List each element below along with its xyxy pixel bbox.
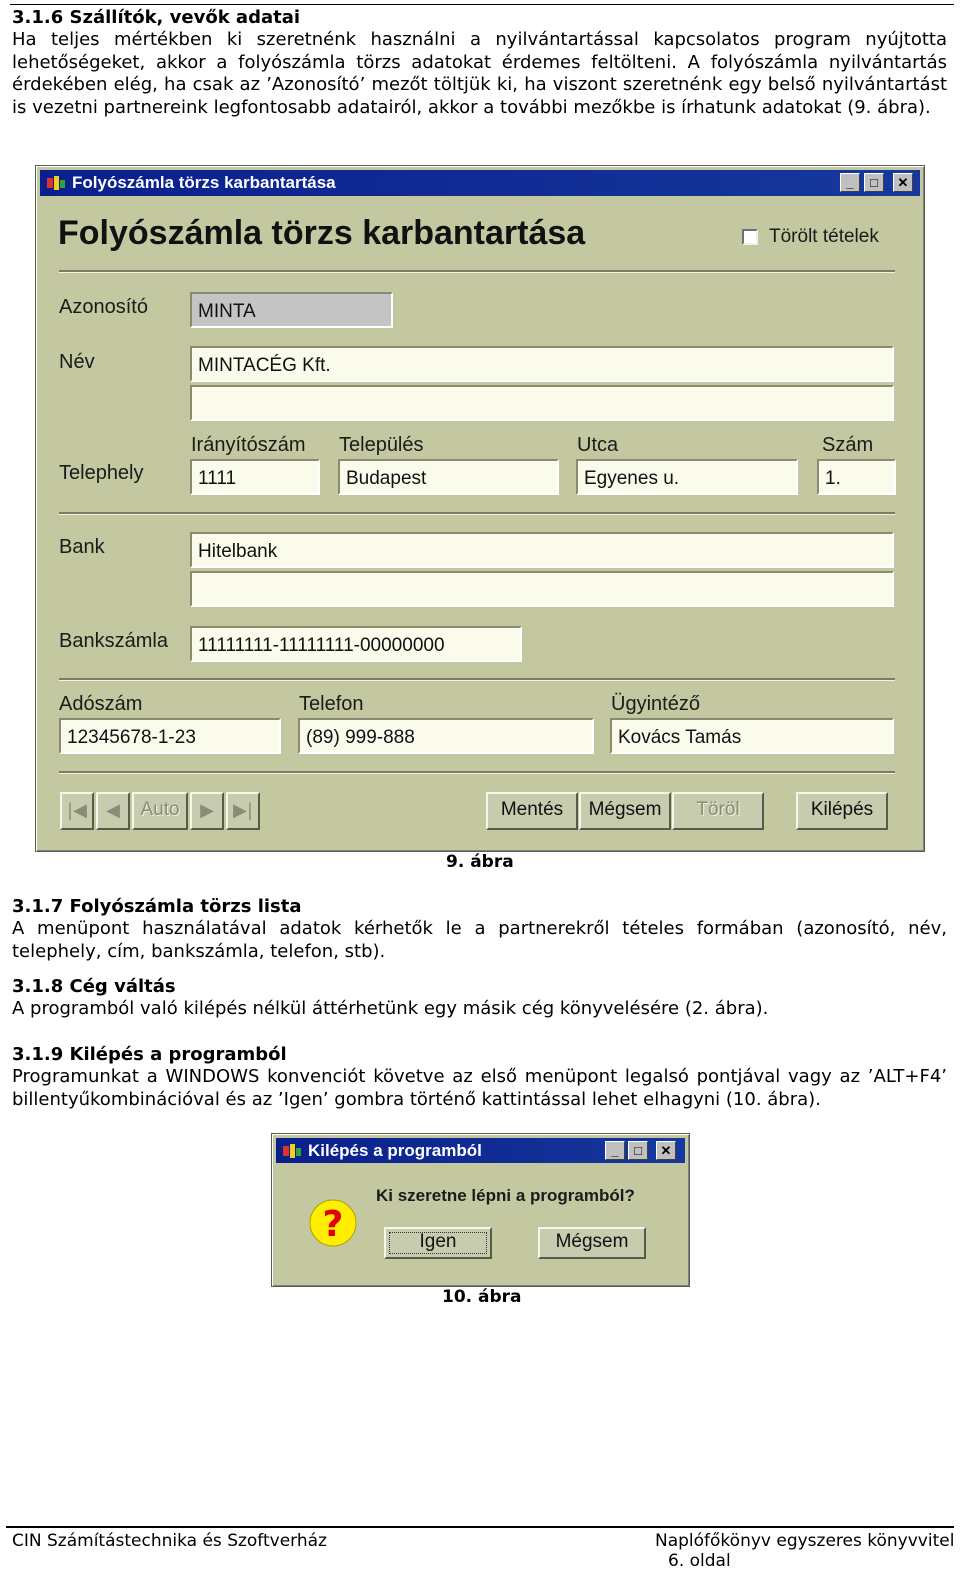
footer-rule [6, 1526, 954, 1528]
figure-caption-10: 10. ábra [442, 1287, 522, 1307]
label-szam: Szám [822, 434, 874, 456]
window-titlebar[interactable] [40, 170, 920, 196]
divider [59, 771, 895, 774]
footer-left: CIN Számítástechnika és Szoftverház [12, 1531, 327, 1551]
utca-field[interactable]: Egyenes u. [576, 459, 798, 495]
nev-field-2[interactable] [190, 385, 894, 421]
minimize-icon: _ [846, 175, 854, 190]
label-telepules: Település [339, 434, 424, 456]
maximize-button[interactable] [628, 1141, 648, 1160]
previous-record-button[interactable] [96, 792, 130, 830]
nev-field-1[interactable]: MINTACÉG Kft. [190, 346, 894, 382]
footer-right: Naplófőkönyv egyszeres könyvvitel [655, 1531, 955, 1551]
telepules-field[interactable]: Budapest [338, 459, 559, 495]
close-icon: ✕ [897, 175, 909, 190]
mentes-button[interactable]: Mentés [486, 792, 578, 830]
bank-field-1[interactable]: Hitelbank [190, 532, 894, 568]
question-icon [308, 1198, 358, 1248]
divider [59, 678, 895, 681]
azonosito-field[interactable]: MINTA [190, 292, 393, 328]
next-record-button[interactable] [190, 792, 224, 830]
label-telefon: Telefon [299, 693, 364, 715]
top-rule [10, 4, 954, 5]
last-record-button[interactable] [226, 792, 260, 830]
next-icon: ▶ [200, 800, 214, 821]
svg-text:?: ? [322, 1204, 344, 1245]
yes-button[interactable]: Igen [384, 1227, 492, 1259]
maximize-button[interactable] [864, 173, 884, 192]
exit-dialog [271, 1133, 690, 1287]
divider [59, 512, 895, 515]
auto-button[interactable]: Auto [132, 792, 188, 830]
deleted-items-checkbox[interactable] [742, 229, 758, 245]
label-telephely: Telephely [59, 462, 144, 484]
window-title: Folyószámla törzs karbantartása [72, 173, 336, 192]
first-record-button[interactable] [60, 792, 94, 830]
label-adoszam: Adószám [59, 693, 143, 715]
maximize-icon: □ [634, 1143, 642, 1158]
bank-field-2[interactable] [190, 571, 894, 607]
kilepes-button[interactable]: Kilépés [796, 792, 888, 830]
close-icon: ✕ [660, 1143, 672, 1158]
label-azonosito: Azonosító [59, 296, 148, 318]
last-record-icon: ▶| [233, 800, 253, 821]
ugyintezo-field[interactable]: Kovács Tamás [610, 718, 894, 754]
app-icon [282, 1142, 302, 1160]
app-icon [46, 174, 66, 192]
section-text-318: A programból való kilépés nélkül áttérhetünk egy másik cég könyvelésére (2. ábra). [12, 998, 769, 1019]
minimize-button[interactable] [605, 1141, 625, 1160]
cancel-button[interactable]: Mégsem [538, 1227, 646, 1259]
figure-caption-9: 9. ábra [446, 852, 514, 872]
label-bank: Bank [59, 536, 105, 558]
label-bankszamla: Bankszámla [59, 630, 168, 652]
minimize-button[interactable] [840, 173, 860, 192]
label-utca: Utca [577, 434, 619, 456]
section-heading-316: 3.1.6 Szállítók, vevők adatai [12, 7, 301, 28]
label-nev: Név [59, 351, 95, 373]
section-heading-317: 3.1.7 Folyószámla törzs lista [12, 896, 302, 917]
previous-icon: ◀ [106, 800, 120, 821]
label-iranyitoszam: Irányítószám [191, 434, 306, 456]
section-heading-318: 3.1.8 Cég váltás [12, 976, 176, 997]
minimize-icon: _ [611, 1143, 619, 1158]
label-ugyintezo: Ügyintéző [611, 693, 700, 715]
maximize-icon: □ [870, 175, 878, 190]
section-text-317: A menüpont használatával adatok kérhetők le a partnerekről tételes formában (azonosító, név, telephely, cím, bankszámla, telefon, stb). [12, 918, 947, 962]
section-text-316: Ha teljes mértékben ki szeretnénk használni a nyilvántartással kapcsolatos program nyújtotta lehetőségeket, akkor a folyószámla törzs adatokat érdemes feltölteni. A folyószámla nyilvántartás érdekében elég, ha csak az ’Azonosító’ mezőt töltjük ki, ha viszont szeretnénk egy belső nyilvántartást is vezetni partnereink legfontosabb adatairól, akkor a további mezőkbe is írhatunk adatokat (9. ábra). [12, 29, 947, 118]
iranyitoszam-field[interactable]: 1111 [190, 459, 320, 495]
dialog-question: Ki szeretne lépni a programból? [376, 1186, 635, 1205]
section-heading-319: 3.1.9 Kilépés a programból [12, 1044, 287, 1065]
form-heading: Folyószámla törzs karbantartása [58, 214, 586, 252]
deleted-items-label: Törölt tételek [769, 226, 879, 247]
telefon-field[interactable]: (89) 999-888 [298, 718, 594, 754]
first-record-icon: |◀ [67, 800, 87, 821]
close-button[interactable] [893, 173, 913, 192]
divider [59, 270, 895, 273]
bankszamla-field[interactable]: 11111111-11111111-00000000 [190, 626, 522, 662]
section-text-319: Programunkat a WINDOWS konvenciót követve az első menüpont legalsó pontjával vagy az ’ALT+F4’ billentyűkombinációval és az ’Igen’ gombra történő kattintással lehet elhagyni (10. ábra). [12, 1066, 947, 1110]
megsem-button[interactable]: Mégsem [579, 792, 671, 830]
footer-page: 6. oldal [668, 1551, 731, 1571]
close-button[interactable] [656, 1141, 676, 1160]
szam-field[interactable]: 1. [817, 459, 896, 495]
dialog-titlebar[interactable] [276, 1138, 685, 1163]
torol-button[interactable]: Töröl [672, 792, 764, 830]
dialog-title: Kilépés a programból [308, 1141, 482, 1160]
adoszam-field[interactable]: 12345678-1-23 [59, 718, 281, 754]
